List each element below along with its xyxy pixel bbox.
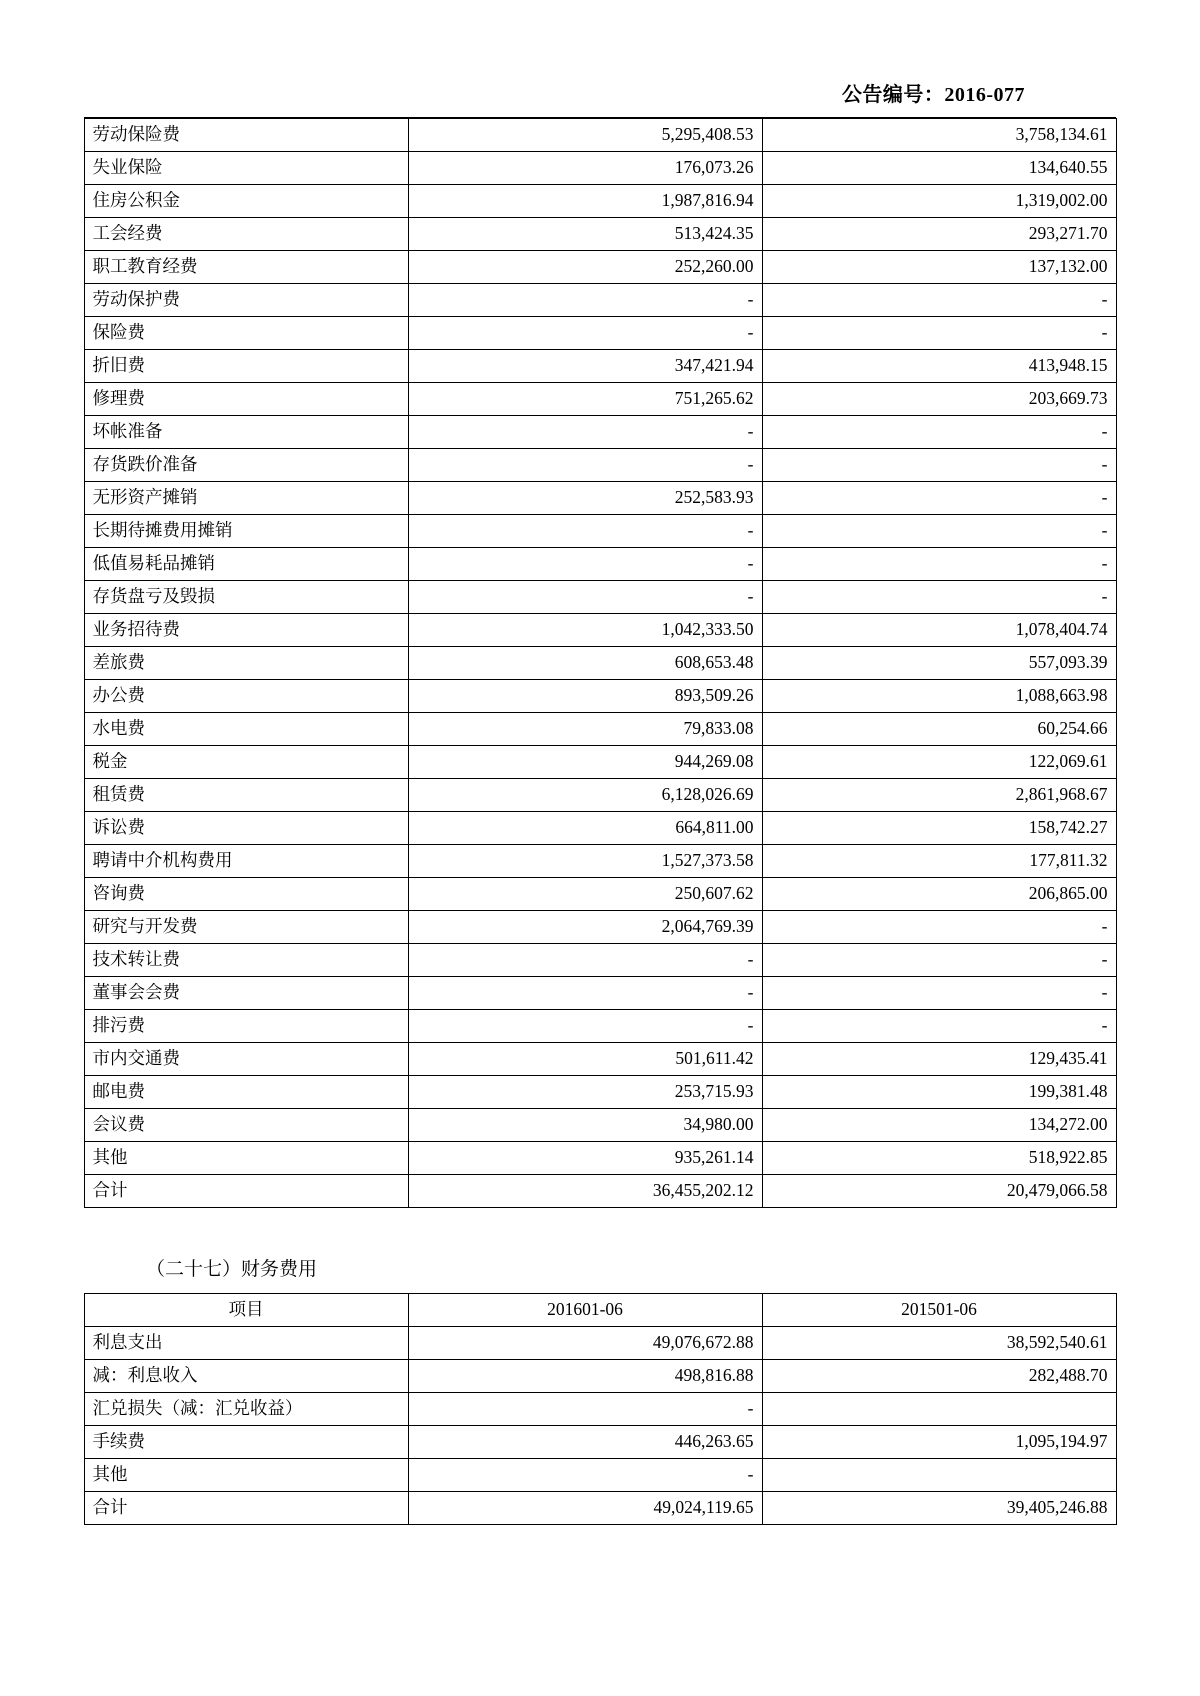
table-row bbox=[84, 812, 1116, 845]
table-row bbox=[84, 119, 1116, 152]
row-label: 工会经费 bbox=[84, 218, 408, 251]
row-value-period1: 498,816.88 bbox=[408, 1360, 762, 1393]
row-value-period1: - bbox=[408, 944, 762, 977]
table-row bbox=[84, 1360, 1116, 1393]
expenses-table-body bbox=[84, 119, 1116, 1208]
table-row bbox=[84, 713, 1116, 746]
row-label: 咨询费 bbox=[84, 878, 408, 911]
row-value-period1: 176,073.26 bbox=[408, 152, 762, 185]
table-row bbox=[84, 581, 1116, 614]
row-label: 业务招待费 bbox=[84, 614, 408, 647]
row-value-period2: - bbox=[762, 911, 1116, 944]
row-value-period1: 751,265.62 bbox=[408, 383, 762, 416]
row-label: 手续费 bbox=[84, 1426, 408, 1459]
table-row bbox=[84, 977, 1116, 1010]
financial-expenses-table bbox=[84, 1293, 1117, 1525]
table-row bbox=[84, 251, 1116, 284]
row-value-period1: 1,987,816.94 bbox=[408, 185, 762, 218]
row-value-period2: 134,272.00 bbox=[762, 1109, 1116, 1142]
row-value-period2: 158,742.27 bbox=[762, 812, 1116, 845]
row-label: 会议费 bbox=[84, 1109, 408, 1142]
row-label: 其他 bbox=[84, 1142, 408, 1175]
row-value-period1: - bbox=[408, 416, 762, 449]
column-header-item: 项目 bbox=[84, 1294, 408, 1327]
row-value-period1: 252,583.93 bbox=[408, 482, 762, 515]
row-label: 职工教育经费 bbox=[84, 251, 408, 284]
row-value-period2: 557,093.39 bbox=[762, 647, 1116, 680]
row-value-period2: 1,095,194.97 bbox=[762, 1426, 1116, 1459]
row-value-period1: 79,833.08 bbox=[408, 713, 762, 746]
row-value-period2: - bbox=[762, 449, 1116, 482]
row-value-period2: 1,319,002.00 bbox=[762, 185, 1116, 218]
row-label: 存货盘亏及毁损 bbox=[84, 581, 408, 614]
table-row bbox=[84, 1327, 1116, 1360]
row-value-period2: 177,811.32 bbox=[762, 845, 1116, 878]
row-label: 研究与开发费 bbox=[84, 911, 408, 944]
row-value-period2: 60,254.66 bbox=[762, 713, 1116, 746]
table-row bbox=[84, 1142, 1116, 1175]
table-row bbox=[84, 680, 1116, 713]
expenses-table bbox=[84, 118, 1117, 1208]
table-row bbox=[84, 416, 1116, 449]
row-value-period1: 5,295,408.53 bbox=[408, 119, 762, 152]
row-label: 利息支出 bbox=[84, 1327, 408, 1360]
row-value-period1: 49,076,672.88 bbox=[408, 1327, 762, 1360]
row-label: 市内交通费 bbox=[84, 1043, 408, 1076]
row-label: 劳动保险费 bbox=[84, 119, 408, 152]
table-row bbox=[84, 746, 1116, 779]
row-value-period2: 199,381.48 bbox=[762, 1076, 1116, 1109]
row-value-period2: 3,758,134.61 bbox=[762, 119, 1116, 152]
row-value-period2: - bbox=[762, 317, 1116, 350]
row-value-period2: 413,948.15 bbox=[762, 350, 1116, 383]
table-row bbox=[84, 284, 1116, 317]
row-value-period1: - bbox=[408, 515, 762, 548]
row-value-period2: - bbox=[762, 548, 1116, 581]
table-row bbox=[84, 1459, 1116, 1492]
row-value-period1: 608,653.48 bbox=[408, 647, 762, 680]
row-value-period1: 6,128,026.69 bbox=[408, 779, 762, 812]
row-label: 长期待摊费用摊销 bbox=[84, 515, 408, 548]
row-value-period2: 129,435.41 bbox=[762, 1043, 1116, 1076]
table-row bbox=[84, 845, 1116, 878]
table-row bbox=[84, 1010, 1116, 1043]
table-total-row bbox=[84, 1492, 1116, 1525]
row-value-period1: 446,263.65 bbox=[408, 1426, 762, 1459]
row-value-period2: 2,861,968.67 bbox=[762, 779, 1116, 812]
row-value-period1: - bbox=[408, 1393, 762, 1426]
total-value-period1: 49,024,119.65 bbox=[408, 1492, 762, 1525]
row-label: 住房公积金 bbox=[84, 185, 408, 218]
table-row bbox=[84, 614, 1116, 647]
table-row bbox=[84, 515, 1116, 548]
table-row bbox=[84, 1426, 1116, 1459]
total-label: 合计 bbox=[84, 1492, 408, 1525]
row-value-period2 bbox=[762, 1459, 1116, 1492]
row-value-period1: 2,064,769.39 bbox=[408, 911, 762, 944]
row-label: 邮电费 bbox=[84, 1076, 408, 1109]
row-value-period1: 252,260.00 bbox=[408, 251, 762, 284]
row-value-period2 bbox=[762, 1393, 1116, 1426]
row-value-period2: - bbox=[762, 977, 1116, 1010]
row-value-period1: 893,509.26 bbox=[408, 680, 762, 713]
table-row bbox=[84, 482, 1116, 515]
row-value-period2: 137,132.00 bbox=[762, 251, 1116, 284]
table-row bbox=[84, 1043, 1116, 1076]
section-heading-financial-expenses: （二十七）财务费用 bbox=[146, 1259, 318, 1280]
row-value-period2: - bbox=[762, 515, 1116, 548]
row-value-period1: - bbox=[408, 449, 762, 482]
row-label: 诉讼费 bbox=[84, 812, 408, 845]
table-row bbox=[84, 1076, 1116, 1109]
row-value-period1: - bbox=[408, 977, 762, 1010]
row-label: 失业保险 bbox=[84, 152, 408, 185]
table-row bbox=[84, 350, 1116, 383]
row-value-period2: 518,922.85 bbox=[762, 1142, 1116, 1175]
row-value-period1: 944,269.08 bbox=[408, 746, 762, 779]
row-label: 办公费 bbox=[84, 680, 408, 713]
row-value-period2: 122,069.61 bbox=[762, 746, 1116, 779]
row-value-period2: 38,592,540.61 bbox=[762, 1327, 1116, 1360]
row-value-period1: 1,527,373.58 bbox=[408, 845, 762, 878]
row-label: 坏帐准备 bbox=[84, 416, 408, 449]
row-label: 汇兑损失（减：汇兑收益） bbox=[84, 1393, 408, 1426]
row-value-period1: - bbox=[408, 1459, 762, 1492]
table-row bbox=[84, 152, 1116, 185]
row-value-period2: 1,078,404.74 bbox=[762, 614, 1116, 647]
row-value-period1: - bbox=[408, 581, 762, 614]
row-value-period2: 134,640.55 bbox=[762, 152, 1116, 185]
table-row bbox=[84, 185, 1116, 218]
row-label: 低值易耗品摊销 bbox=[84, 548, 408, 581]
table-total-row bbox=[84, 1175, 1116, 1208]
row-value-period1: 250,607.62 bbox=[408, 878, 762, 911]
total-label: 合计 bbox=[84, 1175, 408, 1208]
row-value-period1: 253,715.93 bbox=[408, 1076, 762, 1109]
table-row bbox=[84, 944, 1116, 977]
table-row bbox=[84, 1109, 1116, 1142]
row-label: 减：利息收入 bbox=[84, 1360, 408, 1393]
row-value-period2: 206,865.00 bbox=[762, 878, 1116, 911]
row-value-period2: - bbox=[762, 944, 1116, 977]
row-value-period1: - bbox=[408, 548, 762, 581]
table-row bbox=[84, 779, 1116, 812]
row-label: 聘请中介机构费用 bbox=[84, 845, 408, 878]
row-value-period2: - bbox=[762, 284, 1116, 317]
row-value-period1: 347,421.94 bbox=[408, 350, 762, 383]
row-label: 折旧费 bbox=[84, 350, 408, 383]
row-value-period2: - bbox=[762, 1010, 1116, 1043]
row-value-period2: - bbox=[762, 581, 1116, 614]
row-label: 存货跌价准备 bbox=[84, 449, 408, 482]
column-header-period1: 201601-06 bbox=[408, 1294, 762, 1327]
row-label: 保险费 bbox=[84, 317, 408, 350]
table-row bbox=[84, 548, 1116, 581]
total-value-period1: 36,455,202.12 bbox=[408, 1175, 762, 1208]
row-value-period2: 203,669.73 bbox=[762, 383, 1116, 416]
row-value-period1: - bbox=[408, 1010, 762, 1043]
table-row bbox=[84, 1393, 1116, 1426]
column-header-period2: 201501-06 bbox=[762, 1294, 1116, 1327]
row-label: 差旅费 bbox=[84, 647, 408, 680]
section-spacer bbox=[0, 1208, 1200, 1242]
page-header bbox=[0, 0, 1200, 107]
row-value-period1: 513,424.35 bbox=[408, 218, 762, 251]
row-label: 水电费 bbox=[84, 713, 408, 746]
row-label: 技术转让费 bbox=[84, 944, 408, 977]
row-label: 董事会会费 bbox=[84, 977, 408, 1010]
table-row bbox=[84, 317, 1116, 350]
row-value-period2: 1,088,663.98 bbox=[762, 680, 1116, 713]
row-value-period1: 1,042,333.50 bbox=[408, 614, 762, 647]
row-value-period2: - bbox=[762, 416, 1116, 449]
table-header-row bbox=[84, 1294, 1116, 1327]
row-value-period2: - bbox=[762, 482, 1116, 515]
row-value-period1: - bbox=[408, 317, 762, 350]
row-label: 税金 bbox=[84, 746, 408, 779]
row-value-period1: 34,980.00 bbox=[408, 1109, 762, 1142]
table-row bbox=[84, 383, 1116, 416]
row-label: 无形资产摊销 bbox=[84, 482, 408, 515]
announcement-number: 公告编号：2016-077 bbox=[841, 84, 1025, 106]
table-row bbox=[84, 449, 1116, 482]
row-label: 排污费 bbox=[84, 1010, 408, 1043]
row-label: 租赁费 bbox=[84, 779, 408, 812]
row-value-period1: 664,811.00 bbox=[408, 812, 762, 845]
row-label: 其他 bbox=[84, 1459, 408, 1492]
total-value-period2: 20,479,066.58 bbox=[762, 1175, 1116, 1208]
row-value-period1: 501,611.42 bbox=[408, 1043, 762, 1076]
financial-expenses-table-body bbox=[84, 1294, 1116, 1525]
row-value-period1: - bbox=[408, 284, 762, 317]
row-value-period1: 935,261.14 bbox=[408, 1142, 762, 1175]
total-value-period2: 39,405,246.88 bbox=[762, 1492, 1116, 1525]
row-value-period2: 293,271.70 bbox=[762, 218, 1116, 251]
row-value-period2: 282,488.70 bbox=[762, 1360, 1116, 1393]
table-row bbox=[84, 878, 1116, 911]
row-label: 修理费 bbox=[84, 383, 408, 416]
table-row bbox=[84, 218, 1116, 251]
row-label: 劳动保护费 bbox=[84, 284, 408, 317]
table-row bbox=[84, 911, 1116, 944]
table-row bbox=[84, 647, 1116, 680]
